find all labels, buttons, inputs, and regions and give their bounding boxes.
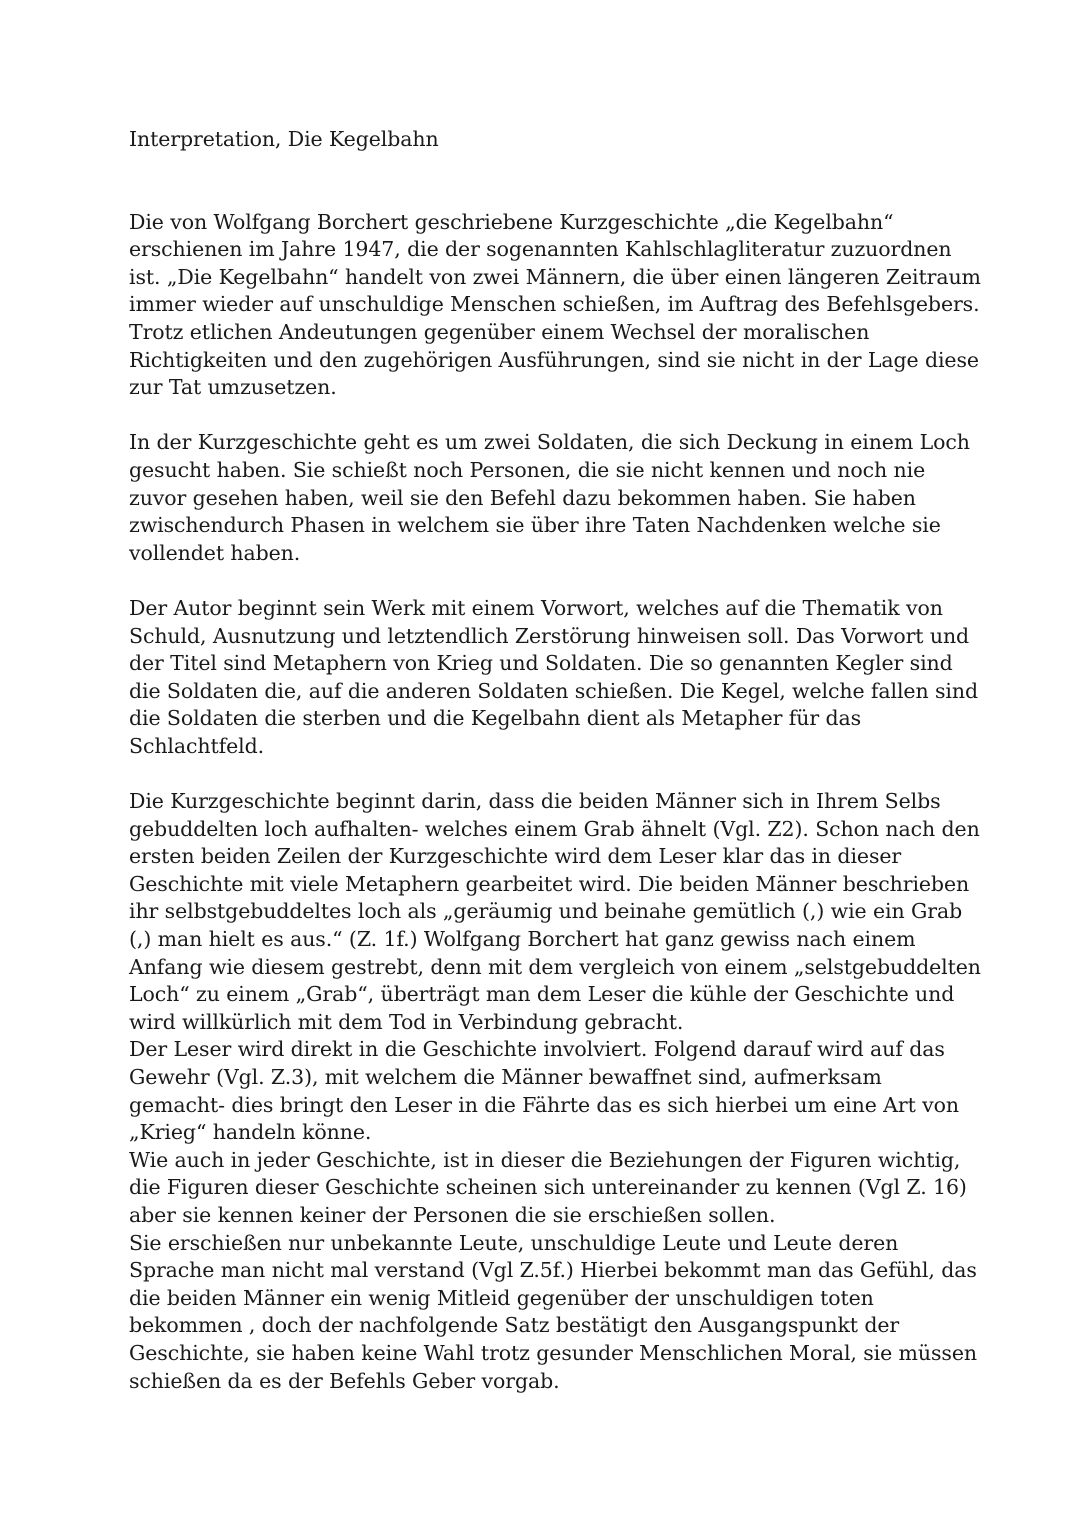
text-line: bekommen , doch der nachfolgende Satz bestätigt den Ausgangspunkt der [129, 1313, 900, 1338]
paragraph-gap [129, 760, 989, 788]
text-line: wird willkürlich mit dem Tod in Verbindung gebracht. [129, 1009, 684, 1034]
text-line: Der Leser wird direkt in die Geschichte involviert. Folgend darauf wird auf das [129, 1037, 945, 1062]
document-title: Interpretation, Die Kegelbahn [129, 127, 439, 151]
paragraph [129, 209, 989, 402]
text-line: gebuddelten loch aufhalten- welches einem Grab ähnelt (Vgl. Z2). Schon nach den [129, 816, 980, 841]
text-line: gesucht haben. Sie schießt noch Personen, die sie nicht kennen und noch nie [129, 457, 926, 482]
paragraph [129, 788, 989, 1395]
text-line: Anfang wie diesem gestrebt, denn mit dem vergleich von einem „selstgebuddelten [129, 954, 981, 979]
paragraph-gap [129, 567, 989, 595]
text-line: Geschichte mit viele Metaphern gearbeitet wird. Die beiden Männer beschrieben [129, 871, 970, 896]
text-line: die beiden Männer ein wenig Mitleid gegenüber der unschuldigen toten [129, 1285, 874, 1310]
text-line: Sprache man nicht mal verstand (Vgl Z.5f.) Hierbei bekommt man das Gefühl, das [129, 1258, 977, 1283]
text-line: Gewehr (Vgl. Z.3), mit welchem die Männer bewaffnet sind, aufmerksam [129, 1065, 882, 1089]
text-line: aber sie kennen keiner der Personen die sie erschießen sollen. [129, 1202, 776, 1227]
text-line: die Soldaten die, auf die anderen Soldaten schießen. Die Kegel, welche fallen sind [129, 678, 978, 703]
paragraph [129, 595, 989, 761]
text-line: Schuld, Ausnutzung und letztendlich Zerstörung hinweisen soll. Das Vorwort und [129, 623, 970, 648]
text-line: schießen da es der Befehls Geber vorgab. [129, 1368, 560, 1393]
text-line: (,) man hielt es aus.“ (Z. 1f.) Wolfgang Borchert hat ganz gewiss nach einem [129, 927, 916, 952]
paragraph-gap [129, 402, 989, 430]
text-line: Die von Wolfgang Borchert geschriebene Kurzgeschichte „die Kegelbahn“ [129, 209, 894, 234]
text-line: die Figuren dieser Geschichte scheinen sich untereinander zu kennen (Vgl Z. 16) [129, 1175, 967, 1200]
text-line: ist. „Die Kegelbahn“ handelt von zwei Männern, die über einen längeren Zeitraum [129, 264, 981, 289]
text-line: Loch“ zu einem „Grab“, überträgt man dem Leser die kühle der Geschichte und [129, 982, 955, 1007]
text-line: In der Kurzgeschichte geht es um zwei Soldaten, die sich Deckung in einem Loch [129, 430, 970, 455]
text-line: Richtigkeiten und den zugehörigen Ausführungen, sind sie nicht in der Lage diese [129, 347, 979, 372]
text-line: Wie auch in jeder Geschichte, ist in dieser die Beziehungen der Figuren wichtig, [129, 1147, 961, 1172]
text-line: zur Tat umzusetzen. [129, 375, 337, 400]
title-spacer [129, 154, 989, 209]
text-line: gemacht- dies bringt den Leser in die Fährte das es sich hierbei um eine Art von [129, 1092, 959, 1117]
text-line: zuvor gesehen haben, weil sie den Befehl dazu bekommen haben. Sie haben [129, 485, 916, 510]
text-line: die Soldaten die sterben und die Kegelbahn dient als Metapher für das [129, 706, 862, 731]
paragraph-container [129, 209, 989, 1396]
text-line: Die Kurzgeschichte beginnt darin, dass die beiden Männer sich in Ihrem Selbs [129, 789, 941, 814]
text-line: Sie erschießen nur unbekannte Leute, unschuldige Leute und Leute deren [129, 1230, 899, 1255]
text-line: ihr selbstgebuddeltes loch als „geräumig und beinahe gemütlich (,) wie ein Grab [129, 899, 963, 924]
text-line: der Titel sind Metaphern von Krieg und Soldaten. Die so genannten Kegler sind [129, 651, 953, 676]
text-line: immer wieder auf unschuldige Menschen schießen, im Auftrag des Befehlsgebers. [129, 292, 980, 317]
text-line: zwischendurch Phasen in welchem sie über ihre Taten Nachdenken welche sie [129, 513, 941, 538]
document-body [129, 126, 989, 1395]
text-line: Trotz etlichen Andeutungen gegenüber einem Wechsel der moralischen [129, 319, 870, 344]
text-line: ersten beiden Zeilen der Kurzgeschichte wird dem Leser klar das in dieser [129, 844, 902, 869]
text-line: erschienen im Jahre 1947, die der sogenannten Kahlschlagliteratur zuzuordnen [129, 237, 952, 262]
text-line: Geschichte, sie haben keine Wahl trotz gesunder Menschlichen Moral, sie müssen [129, 1340, 977, 1365]
text-line: Schlachtfeld. [129, 733, 265, 758]
paragraph [129, 429, 989, 567]
text-line: „Krieg“ handeln könne. [129, 1120, 372, 1145]
text-line: vollendet haben. [129, 540, 301, 565]
text-line: Der Autor beginnt sein Werk mit einem Vorwort, welches auf die Thematik von [129, 595, 943, 620]
